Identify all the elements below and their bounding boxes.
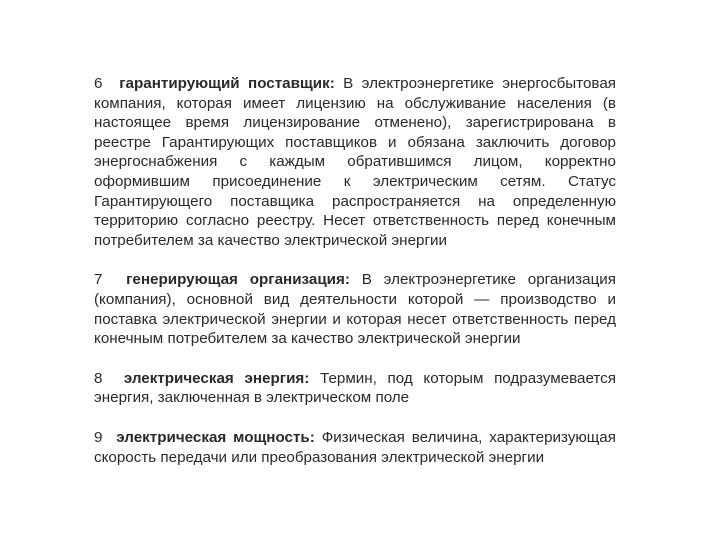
definition-entry-6 <box>94 74 616 250</box>
entry-number: 9 <box>94 428 103 446</box>
entry-definition: В электроэнергетике энергосбытовая компания, которая имеет лицензию на обслуживание населения (в настоящее время лицензирование отменено), зарегистрирована в реестре Гарантирующих поставщиков и обязана заключить договор энергоснабжения с каждым обратившимся лицом, корректно оформившим присоединение к электрическим сетям. Статус Гарантирующего поставщика распространяется на определенную территорию согласно реестру. Несет ответственность перед конечным потребителем за качество электрической энергии <box>94 75 616 249</box>
entry-number: 7 <box>94 271 103 289</box>
entry-number: 8 <box>94 369 103 387</box>
entry-definition: Физическая величина, характеризующая скорость передачи или преобразования электрической энергии <box>94 428 616 466</box>
definition-entry-7 <box>94 270 616 348</box>
entry-term: генерирующая организация: <box>126 271 350 289</box>
entry-term: гарантирующий поставщик: <box>119 75 335 92</box>
entry-number: 6 <box>94 75 103 92</box>
definitions-list <box>94 74 616 487</box>
entry-term: электрическая мощность: <box>116 428 315 446</box>
entry-definition: Термин, под которым подразумевается энергия, заключенная в электрическом поле <box>94 369 616 407</box>
definition-entry-8 <box>94 369 616 408</box>
entry-definition: В электроэнергетике организация (компания), основной вид деятельности которой — производство и поставка электрической энергии и которая несет ответственность перед конечным потребителем за качество электрической энергии <box>94 271 616 348</box>
definition-entry-9 <box>94 428 616 467</box>
entry-term: электрическая энергия: <box>123 369 310 387</box>
